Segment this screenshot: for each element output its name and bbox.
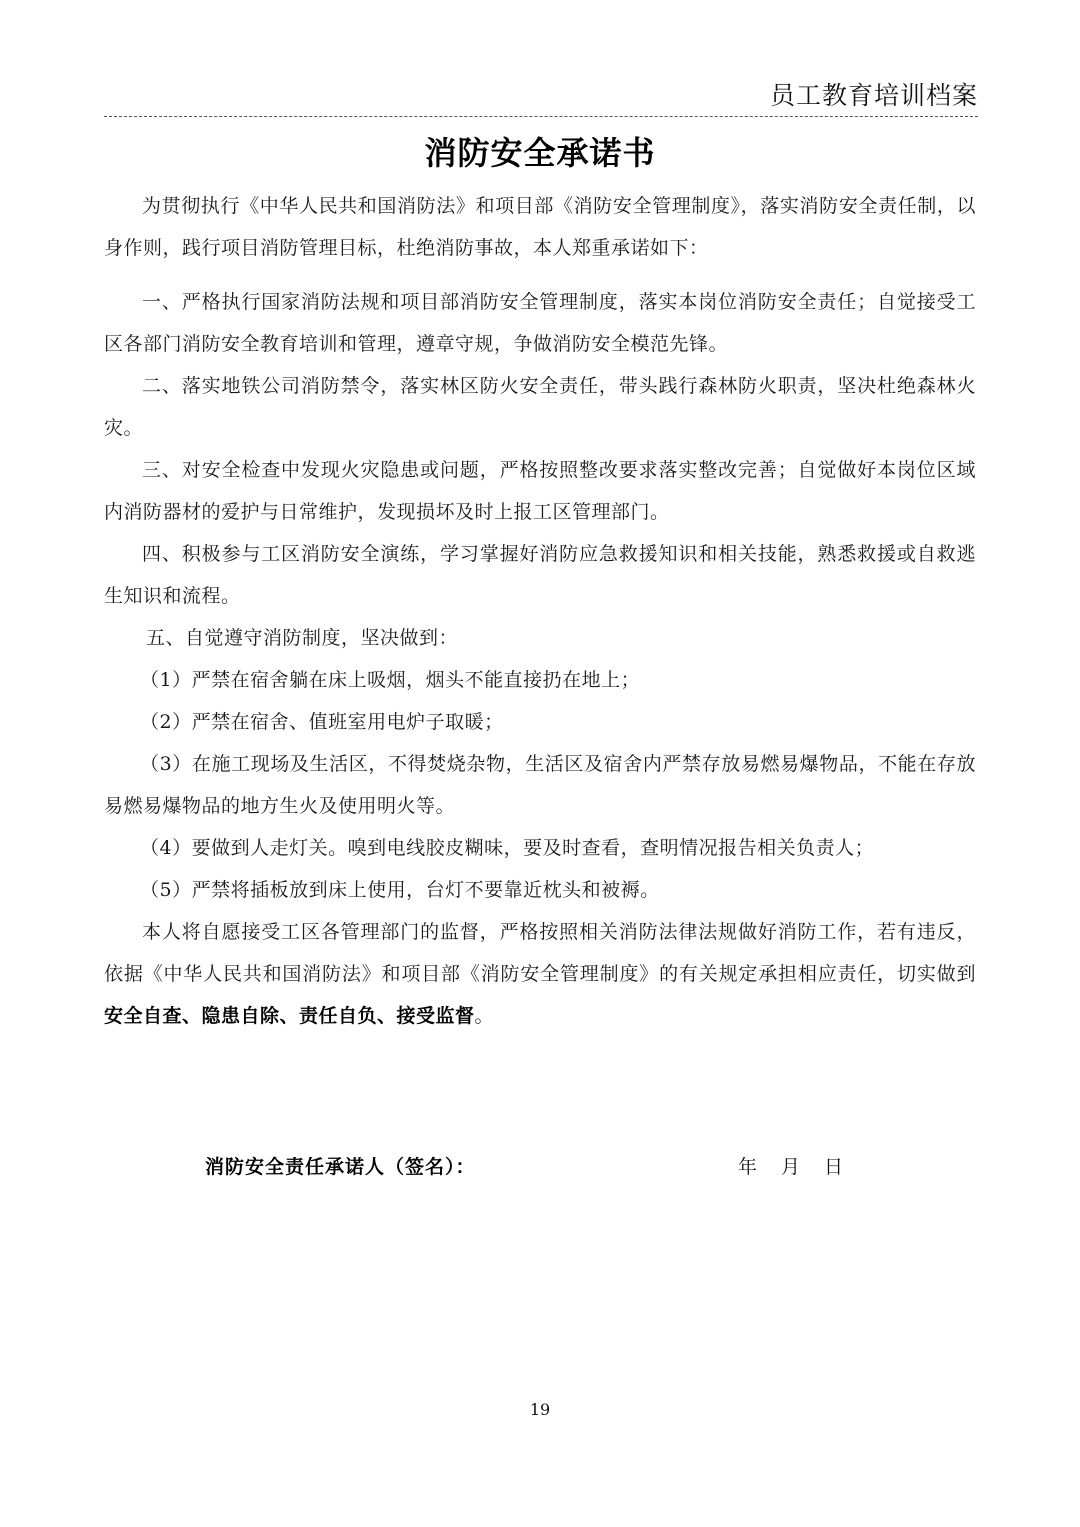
item-5-heading: 五、自觉遵守消防制度，坚决做到：: [146, 627, 459, 649]
closing-paragraph: [104, 911, 976, 1037]
date-year-label: 年: [738, 1156, 758, 1178]
sub-item-4: （4）要做到人走灯关。嗅到电线胶皮糊味，要及时查看，查明情况报告相关负责人；: [140, 837, 875, 859]
header-title: 员工教育培训档案: [769, 81, 978, 110]
closing-text: 本人将自愿接受工区各管理部门的监督，严格按照相关消防法律法规做好消防工作，若有违反，依据《中华人民共和国消防法》和项目部《消防安全管理制度》的有关规定承担相应责任，切实做到: [104, 921, 976, 985]
intro-paragraph: 为贯彻执行《中华人民共和国消防法》和项目部《消防安全管理制度》，落实消防安全责任制，以身作则，践行项目消防管理目标，杜绝消防事故，本人郑重承诺如下：: [104, 195, 976, 259]
page-number: 19: [529, 1400, 551, 1419]
sub-item-1: （1）严禁在宿舍躺在床上吸烟，烟头不能直接扔在地上；: [140, 669, 641, 691]
item-1-paragraph: 一、严格执行国家消防法规和项目部消防安全管理制度，落实本岗位消防安全责任；自觉接受工区各部门消防安全教育培训和管理，遵章守规，争做消防安全模范先锋。: [104, 291, 976, 355]
item-3-paragraph: 三、对安全检查中发现火灾隐患或问题，严格按照整改要求落实整改完善；自觉做好本岗位区域内消防器材的爱护与日常维护，发现损坏及时上报工区管理部门。: [104, 459, 976, 523]
date-month-label: 月: [781, 1156, 801, 1178]
signature-date: [738, 1152, 843, 1179]
date-day-label: 日: [824, 1156, 844, 1178]
closing-emphasis: 安全自查、隐患自除、责任自负、接受监督: [104, 1005, 475, 1027]
header-divider: [104, 116, 978, 117]
document-title: 消防安全承诺书: [424, 134, 656, 172]
closing-end: 。: [474, 1005, 495, 1027]
document-body: [104, 185, 976, 1037]
item-2-paragraph: 二、落实地铁公司消防禁令，落实林区防火安全责任，带头践行森林防火职责，坚决杜绝森林火灾。: [104, 375, 976, 439]
sub-item-2: （2）严禁在宿舍、值班室用电炉子取暖；: [140, 711, 504, 733]
sub-item-3: （3）在施工现场及生活区，不得焚烧杂物，生活区及宿舍内严禁存放易燃易爆物品，不能在存放易燃易爆物品的地方生火及使用明火等。: [104, 753, 976, 817]
signature-label: 消防安全责任承诺人（签名）：: [205, 1156, 476, 1178]
sub-item-5: （5）严禁将插板放到床上使用，台灯不要靠近枕头和被褥。: [140, 879, 660, 901]
item-4-paragraph: 四、积极参与工区消防安全演练，学习掌握好消防应急救援知识和相关技能，熟悉救援或自救逃生知识和流程。: [104, 543, 976, 607]
